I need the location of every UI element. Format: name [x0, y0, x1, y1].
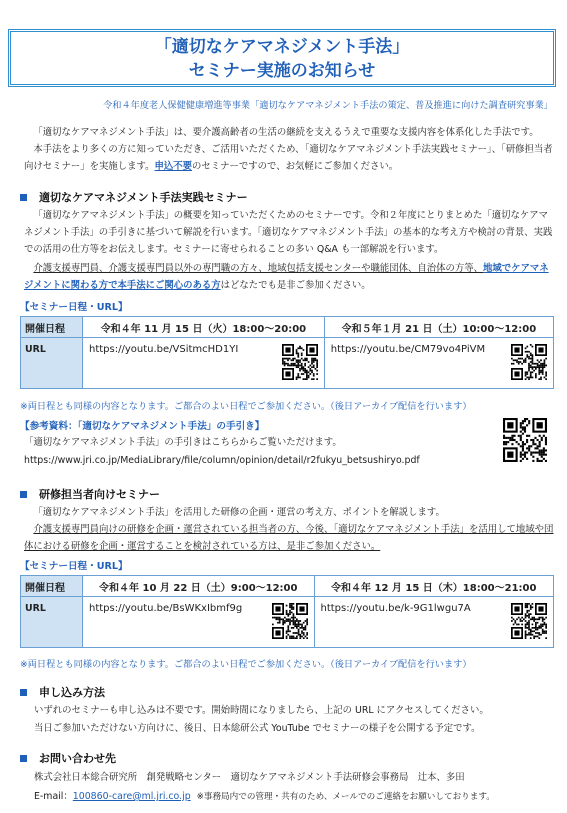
section2-schedule-label: 【セミナー日程・URL】 [20, 561, 128, 572]
qr-code-icon[interactable] [503, 418, 547, 462]
section1-schedule-table [20, 316, 554, 389]
section3-line-1: いずれのセミナーも申し込みは不要です。開始時間になりましたら、上記の URL にアクセスしてください。 [34, 705, 489, 716]
qr-code-graphic [282, 344, 318, 380]
contact-email-line: E-mail：100860-care@ml.jri.co.jp ※事務局内での管理・共有のため、メールでのご連絡をお願いしております。 [34, 791, 495, 802]
square-bullet-icon [20, 755, 27, 762]
seminar1-url-cell-2 [324, 338, 553, 389]
seminar2-url-cell-2 [314, 597, 554, 648]
qr-code-icon[interactable] [511, 603, 547, 639]
url-row-label: URL [21, 597, 83, 648]
seminar1-date-2: 令和５年１月 21 日（土）10:00～12:00 [324, 317, 553, 338]
page-title-line2: セミナー実施のお知らせ [188, 61, 376, 81]
qr-code-icon[interactable] [272, 603, 308, 639]
section1-heading: 適切なケアマネジメント手法実践セミナー [20, 189, 248, 205]
seminar2-date-1: 令和４年 10 月 22 日（土）9:00～12:00 [83, 576, 315, 597]
qr-code-graphic [511, 344, 547, 380]
qr-code-graphic [503, 418, 547, 462]
section1-note: ※両日程とも同様の内容となります。ご都合のよい日程でご参加ください。（後日アーカイブ配信を行います） [20, 401, 472, 412]
sponsor-line: 令和４年度老人保健健康増進等事業「適切なケアマネジメント手法の策定、普及推進に向けた調査研究事業」 [103, 100, 553, 111]
section1-paragraph-1: 「適切なケアマネジメント手法」の概要を知っていただくためのセミナーです。令和２年度にとりまとめた「適切なケアマネジメント手法」の手引きに基づいて解説を行います。「適切なケアマネジメント手法」の基本的な考え方や検討の背景、実践での活用の仕方等をお伝えします。セミナーに寄せられることの多い Q&A も一部解説を行います。 [24, 210, 553, 255]
seminar1-url-1[interactable]: https://youtu.be/VSitmcHD1YI [89, 344, 239, 355]
seminar2-url-cell-1 [83, 597, 315, 648]
contact-org: 株式会社日本総合研究所 創発戦略センター 適切なケアマネジメント手法研修会事務局 辻本、多田 [34, 772, 465, 783]
reference-url[interactable]: https://www.jri.co.jp/MediaLibrary/file/column/opinion/detail/r2fukyu_betsushiryo.pdf [24, 455, 420, 466]
url-row-label: URL [21, 338, 83, 389]
section2-note: ※両日程とも同様の内容となります。ご都合のよい日程でご参加ください。（後日アーカイブ配信を行います） [20, 659, 472, 670]
section2-schedule-table [20, 575, 554, 648]
title-box [8, 29, 556, 87]
section2-paragraph-1: 「適切なケアマネジメント手法」を活用した研修の企画・運営の考え方、ポイントを解説します。 [33, 507, 445, 518]
seminar2-url-2[interactable]: https://youtu.be/k-9G1lwgu7A [320, 603, 471, 614]
seminar2-url-1[interactable]: https://youtu.be/BsWKxIbmf9g [89, 603, 243, 614]
section3-heading: 申し込み方法 [20, 684, 105, 700]
date-row-label: 開催日程 [21, 576, 83, 597]
no-registration-highlight: 申込不要 [154, 161, 193, 172]
qr-code-graphic [272, 603, 308, 639]
page-title-line1: 「適切なケアマネジメント手法」 [154, 37, 410, 57]
seminar1-date-1: 令和４年 11 月 15 日（火）18:00～20:00 [83, 317, 325, 338]
square-bullet-icon [20, 689, 27, 696]
date-row-label: 開催日程 [21, 317, 83, 338]
seminar1-url-cell-1 [83, 338, 325, 389]
qr-code-icon[interactable] [511, 344, 547, 380]
intro-paragraph-1: 「適切なケアマネジメント手法」は、要介護高齢者の生活の継続を支えるうえで重要な支援内容を体系化した手法です。 [33, 127, 539, 138]
square-bullet-icon [20, 194, 27, 201]
section1-schedule-label: 【セミナー日程・URL】 [20, 302, 128, 313]
qr-code-icon[interactable] [282, 344, 318, 380]
section2-heading: 研修担当者向けセミナー [20, 486, 160, 502]
contact-email-link[interactable]: 100860-care@ml.jri.co.jp [72, 791, 191, 802]
square-bullet-icon [20, 491, 27, 498]
seminar1-url-2[interactable]: https://youtu.be/CM79vo4PiVM [330, 344, 486, 355]
reference-label: 【参考資料：「適切なケアマネジメント手法」の手引き】 [20, 421, 265, 432]
section1-paragraph-2: 介護支援専門員、介護支援専門員以外の専門職の方々、地域包括支援センターや職能団体、自治体の方等、地域でケアマネジメントに関わる方で本手法にご関心のある方はどなたでも是非ご参加ください。 [24, 263, 549, 291]
section4-heading: お問い合わせ先 [20, 750, 116, 766]
section2-paragraph-2: 介護支援専門員向けの研修を企画・運営されている担当者の方、今後、「適切なケアマネジメント手法」を活用して地域や団体における研修を企画・運営することを検討されている方は、是非ご参加ください。 [24, 524, 554, 552]
reference-text: 「適切なケアマネジメント手法」の手引きはこちらからご覧いただけます。 [24, 437, 342, 448]
seminar2-date-2: 令和４年 12 月 15 日（木）18:00～21:00 [314, 576, 554, 597]
qr-code-graphic [511, 603, 547, 639]
intro-paragraph-2: 本手法をより多くの方に知っていただき、ご活用いただくため、「適切なケアマネジメント手法実践セミナー」、「研修担当者向けセミナー」を実施します。申込不要のセミナーですので、お気軽にご参加ください。 [24, 144, 553, 172]
section3-line-2: 当日ご参加いただけない方向けに、後日、日本総研公式 YouTube でセミナーの様子を公開する予定です。 [34, 723, 481, 734]
